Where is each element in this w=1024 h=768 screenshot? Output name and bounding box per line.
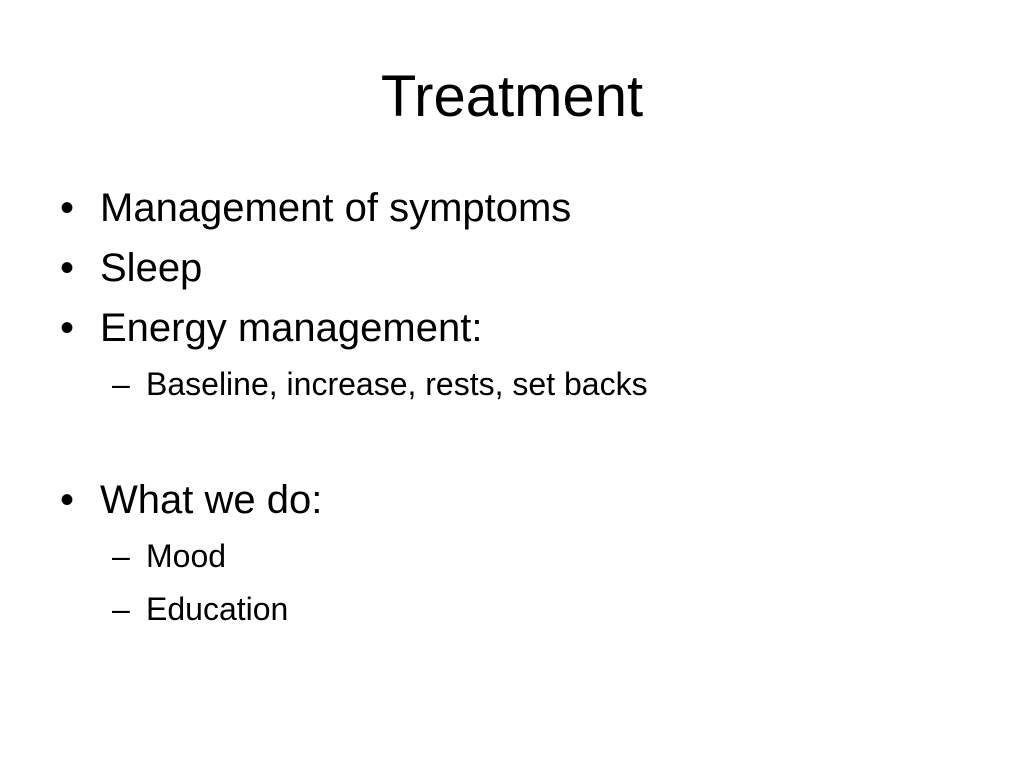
bullet-marker: • bbox=[60, 186, 75, 230]
sub-item-text: Mood bbox=[146, 538, 227, 574]
sub-bullet-marker: – bbox=[112, 538, 130, 574]
bullet-marker: • bbox=[60, 478, 75, 522]
slide-title: Treatment bbox=[380, 64, 644, 129]
bullet-text: What we do: bbox=[100, 478, 323, 522]
sub-bullet-marker: – bbox=[112, 591, 130, 627]
bullet-text: Management of symptoms bbox=[100, 186, 572, 230]
sub-item-text: Education bbox=[146, 591, 289, 627]
bullet-text: Sleep bbox=[100, 246, 203, 290]
sub-bullet-marker: – bbox=[112, 366, 130, 402]
bullet-marker: • bbox=[60, 306, 75, 350]
bullet-marker: • bbox=[60, 246, 75, 290]
sub-item-text: Baseline, increase, rests, set backs bbox=[146, 366, 648, 402]
bullet-text: Energy management: bbox=[100, 306, 483, 350]
